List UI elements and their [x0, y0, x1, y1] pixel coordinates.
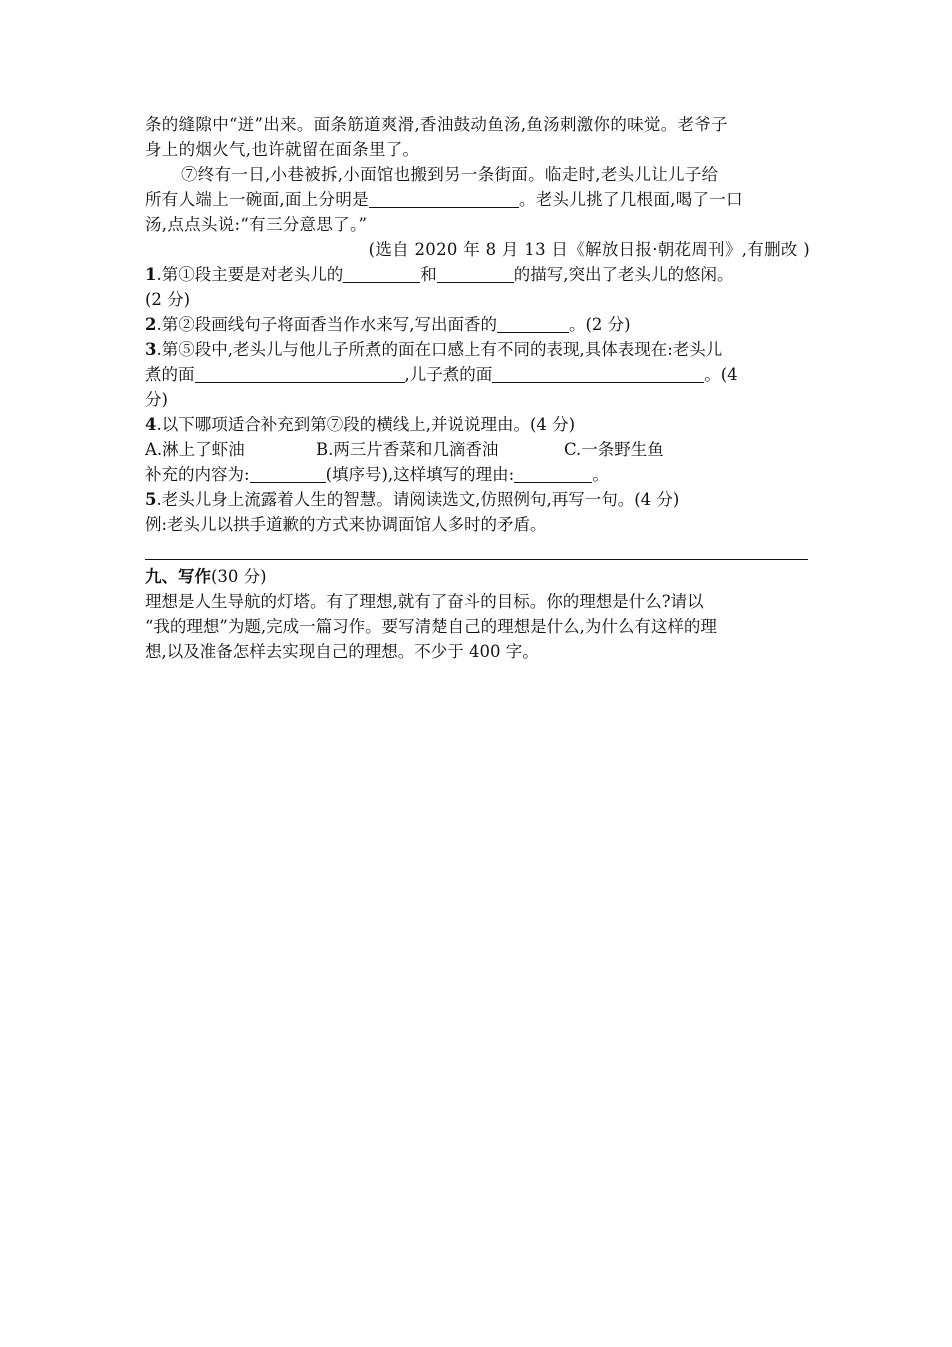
question-2-text-b: 。(2 分) — [568, 315, 631, 334]
question-3-text-d: 。(4 — [704, 365, 738, 384]
writing-heading-score: (30 分) — [211, 567, 267, 586]
question-3-text-b: 煮的面 — [145, 365, 195, 384]
writing-heading-title: 九、写作 — [145, 567, 211, 586]
question-3-blank-2[interactable] — [492, 365, 704, 383]
question-4-blank-2[interactable] — [514, 465, 592, 483]
passage-line-1: 条的缝隙中“迸”出来。面条筋道爽滑,香油鼓动鱼汤,鱼汤刺激你的味觉。老爷子 — [145, 115, 728, 134]
writing-heading — [145, 564, 810, 589]
question-4-text-c: (填序号),这样填写的理由: — [325, 465, 515, 484]
passage-source: (选自 2020 年 8 月 13 日《解放日报·朝花周刊》,有删改 ) — [368, 240, 810, 259]
passage-fill-blank[interactable] — [369, 190, 519, 208]
question-5 — [145, 487, 810, 512]
question-3-score: 分) — [145, 390, 168, 409]
passage-line-4-end: 。老头儿挑了几根面,喝了一口 — [518, 190, 743, 209]
question-1-blank-1[interactable] — [343, 265, 420, 283]
writing-prompt-line-2: “我的理想”为题,完成一篇习作。要写清楚自己的理想是什么,为什么有这样的理 — [145, 617, 717, 636]
question-1-text-b: 和 — [420, 265, 437, 284]
option-a[interactable]: A.淋上了虾油 — [145, 440, 245, 459]
question-4-blank-1[interactable] — [250, 465, 326, 483]
question-5-text-a: .老头儿身上流露着人生的智慧。请阅读选文,仿照例句,再写一句。(4 分) — [156, 490, 680, 509]
question-3-number: 3 — [145, 340, 157, 359]
question-3-text-c: ,儿子煮的面 — [404, 365, 493, 384]
option-b[interactable]: B.两三片香菜和几滴香油 — [316, 440, 499, 459]
question-5-example: 例:老头儿以拱手道歉的方式来协调面馆人多时的矛盾。 — [145, 515, 547, 534]
passage-line-5: 汤,点点头说:“有三分意思了。” — [145, 215, 368, 234]
question-3 — [145, 337, 810, 362]
question-2-text-a: .第②段画线句子将面香当作水来写,写出面香的 — [156, 315, 497, 334]
question-1-score: (2 分) — [145, 290, 191, 309]
writing-prompt-line-3: 想,以及准备怎样去实现自己的理想。不少于 400 字。 — [145, 642, 539, 661]
question-3-line-2 — [145, 362, 810, 387]
question-1-text-a: .第①段主要是对老头儿的 — [156, 265, 344, 284]
question-4-text-b: 补充的内容为: — [145, 465, 250, 484]
question-2 — [145, 312, 810, 337]
question-1-blank-2[interactable] — [437, 265, 514, 283]
question-1-number: 1 — [145, 265, 157, 284]
question-4-answer — [145, 462, 810, 487]
question-4-options — [145, 437, 810, 462]
section-divider — [145, 559, 808, 560]
question-4 — [145, 412, 810, 437]
question-4-text-d: 。 — [592, 465, 609, 484]
passage-line-2: 身上的烟火气,也许就留在面条里了。 — [145, 140, 420, 159]
writing-prompt-line-1: 理想是人生导航的灯塔。有了理想,就有了奋斗的目标。你的理想是什么?请以 — [145, 592, 704, 611]
exam-page — [145, 112, 810, 664]
question-3-blank-1[interactable] — [195, 365, 405, 383]
question-5-number: 5 — [145, 490, 157, 509]
question-1-text-c: 的描写,突出了老头儿的悠闲。 — [513, 265, 734, 284]
passage-line-4 — [145, 187, 810, 212]
passage-line-4-start: 所有人端上一碗面,面上分明是 — [145, 190, 369, 209]
option-c[interactable]: C.一条野生鱼 — [564, 440, 664, 459]
question-1 — [145, 262, 810, 287]
question-2-blank[interactable] — [497, 315, 569, 333]
question-2-number: 2 — [145, 315, 157, 334]
question-3-text-a: .第⑤段中,老头儿与他儿子所煮的面在口感上有不同的表现,具体表现在:老头儿 — [156, 340, 723, 359]
question-4-number: 4 — [145, 415, 157, 434]
passage-line-3: ⑦终有一日,小巷被拆,小面馆也搬到另一条街面。临走时,老头儿让儿子给 — [181, 165, 719, 184]
question-4-text-a: .以下哪项适合补充到第⑦段的横线上,并说说理由。(4 分) — [156, 415, 576, 434]
